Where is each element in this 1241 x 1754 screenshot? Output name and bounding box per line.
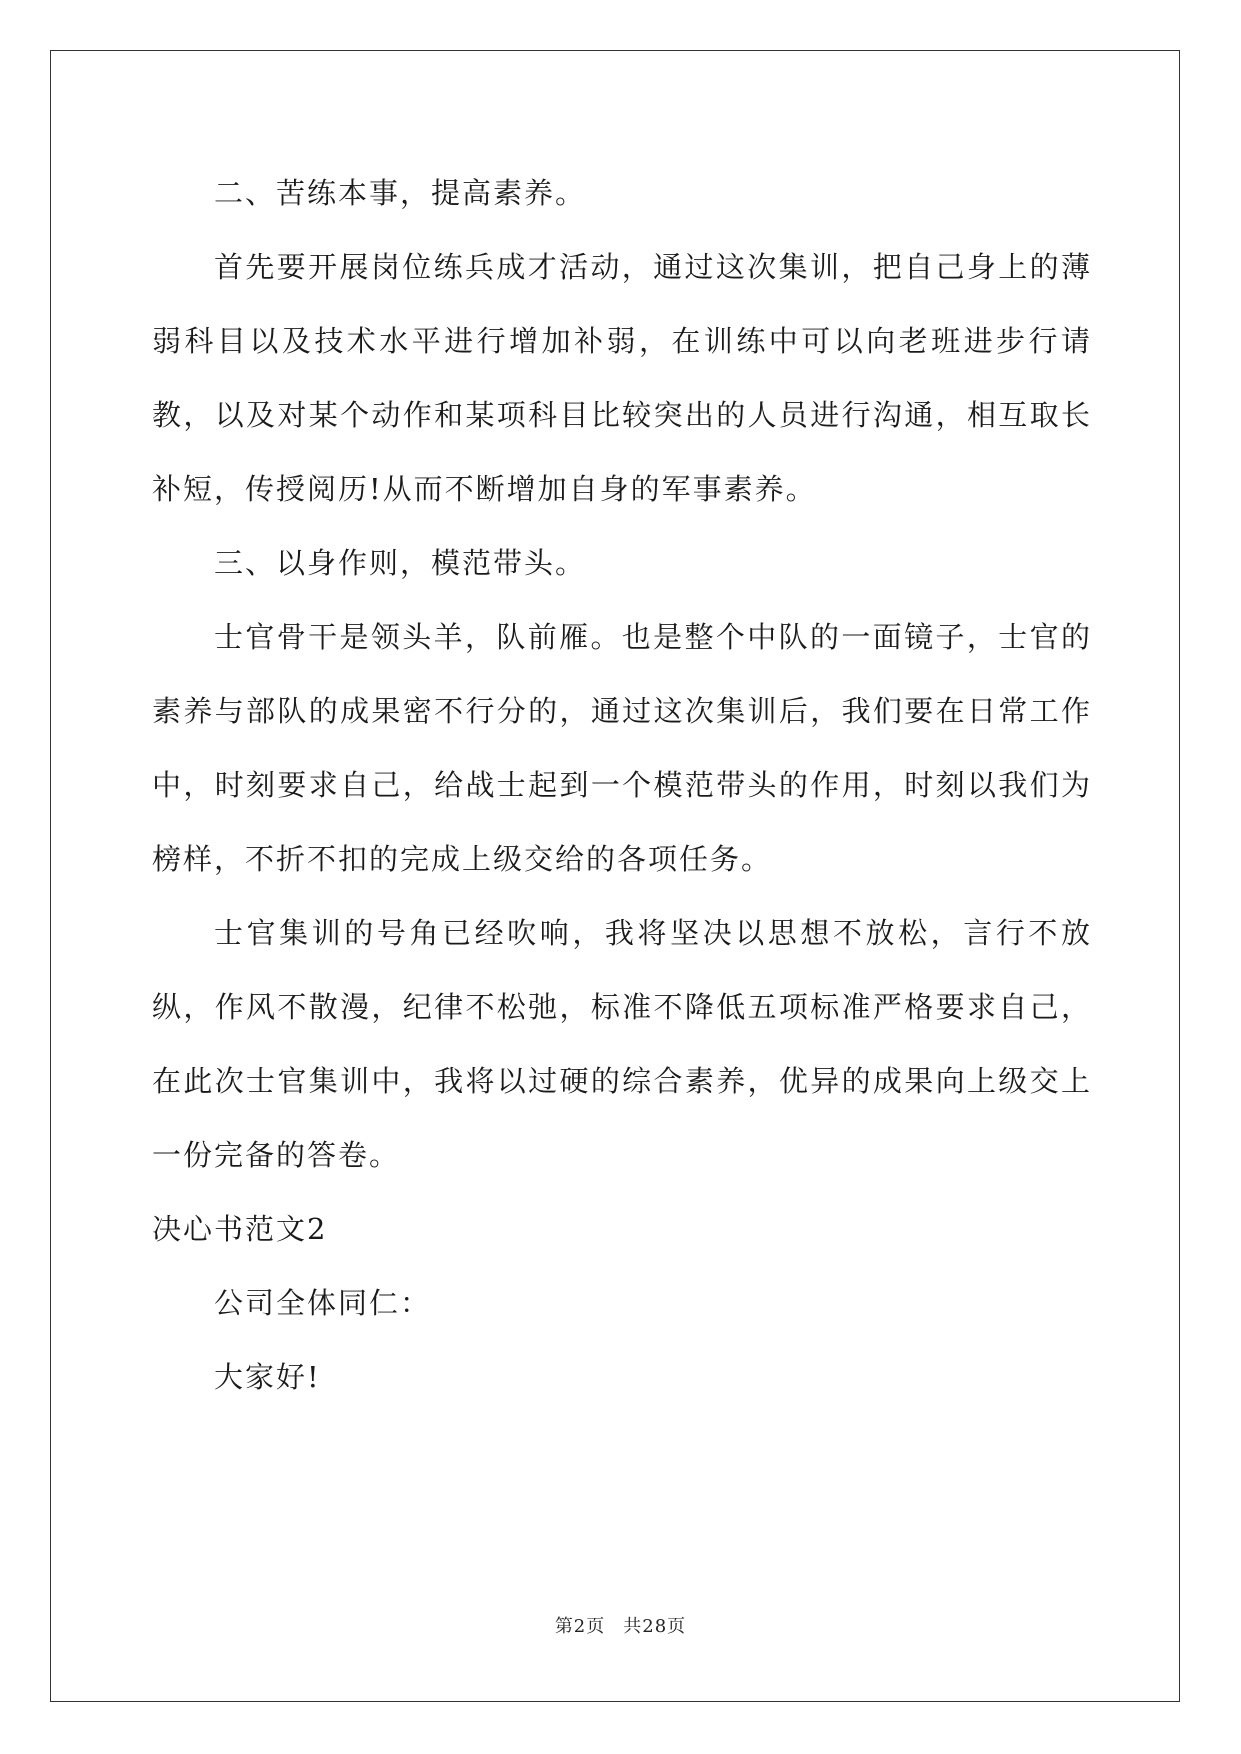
section-heading-three: 三、以身作则，模范带头。 (214, 546, 587, 580)
paragraph-commitment: 士官集训的号角已经吹响，我将坚决以思想不放松，言行不放纵，作风不散漫，纪律不松弛，标准不降低五项标准严格要求自己，在此次士官集训中，我将以过硬的综合素养，优异的成果向上级交上一份完备的答卷。 (152, 916, 1092, 1172)
section-heading-two: 二、苦练本事，提高素养。 (214, 176, 587, 210)
paragraph-training: 首先要开展岗位练兵成才活动，通过这次集训，把自己身上的薄弱科目以及技术水平进行增加补弱，在训练中可以向老班进步行请教，以及对某个动作和某项科目比较突出的人员进行沟通，相互取长补短，传授阅历!从而不断增加自身的军事素养。 (152, 250, 1092, 506)
page-total: 共28页 (623, 1616, 687, 1637)
paragraph-role-model: 士官骨干是领头羊，队前雁。也是整个中队的一面镜子，士官的素养与部队的成果密不行分的，通过这次集训后，我们要在日常工作中，时刻要求自己，给战士起到一个模范带头的作用，时刻以我们为榜样，不折不扣的完成上级交给的各项任务。 (152, 620, 1092, 876)
sample-title: 决心书范文2 (152, 1212, 328, 1246)
page-footer (0, 1612, 1241, 1638)
salutation: 公司全体同仁： (214, 1286, 432, 1320)
document-body (152, 156, 1092, 1414)
page-number: 第2页 (554, 1616, 606, 1637)
greeting: 大家好! (214, 1360, 321, 1394)
